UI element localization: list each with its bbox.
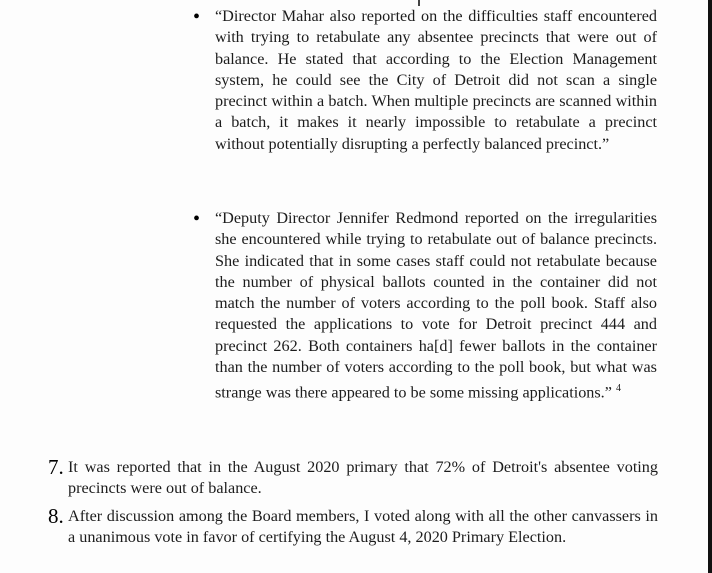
quote-bullet-redmond xyxy=(193,208,663,404)
footnote-reference: 4 xyxy=(615,383,621,395)
numbered-paragraph-8 xyxy=(48,506,660,549)
page-edge-divider xyxy=(708,0,712,573)
quote-text xyxy=(215,208,657,404)
quote-body: “Deputy Director Jennifer Redmond reported on the irregularities she encountered while trying to retabulate out of balance precincts. She indicated that in some cases staff could not retabulate because the number of physical ballots counted in the container did not match the number of voters according to the poll book. Staff also requested the applications to vote for Detroit precinct 444 and precinct 262. Both containers ha[d] fewer ballots in the container than the number of voters according to the poll book, but what was strange was there appeared to be some missing applications.” xyxy=(215,209,657,402)
paragraph-text: It was reported that in the August 2020 primary that 72% of Detroit's absentee voting precincts were out of balance. xyxy=(68,458,658,498)
paragraph-text: After discussion among the Board members, I voted along with all the other canvassers in a unanimous vote in favor of certifying the August 4, 2020 Primary Election. xyxy=(68,507,658,547)
paragraph-number: 8. xyxy=(48,504,64,528)
bullet-icon: • xyxy=(193,6,201,28)
paragraph-number: 7. xyxy=(48,455,64,479)
bullet-icon: • xyxy=(193,208,201,230)
quote-text: “Director Mahar also reported on the difficulties staff encountered with trying to retabulate any absentee precincts that were out of balance. He stated that according to the Election Management system, he could see the City of Detroit did not scan a single precinct within a batch. When multiple precincts are scanned within a batch, it makes it nearly impossible to retabulate a precinct without potentially disrupting a perfectly balanced precinct.” xyxy=(215,7,657,153)
quote-bullet-mahar xyxy=(193,6,663,155)
numbered-paragraph-7 xyxy=(48,457,660,500)
